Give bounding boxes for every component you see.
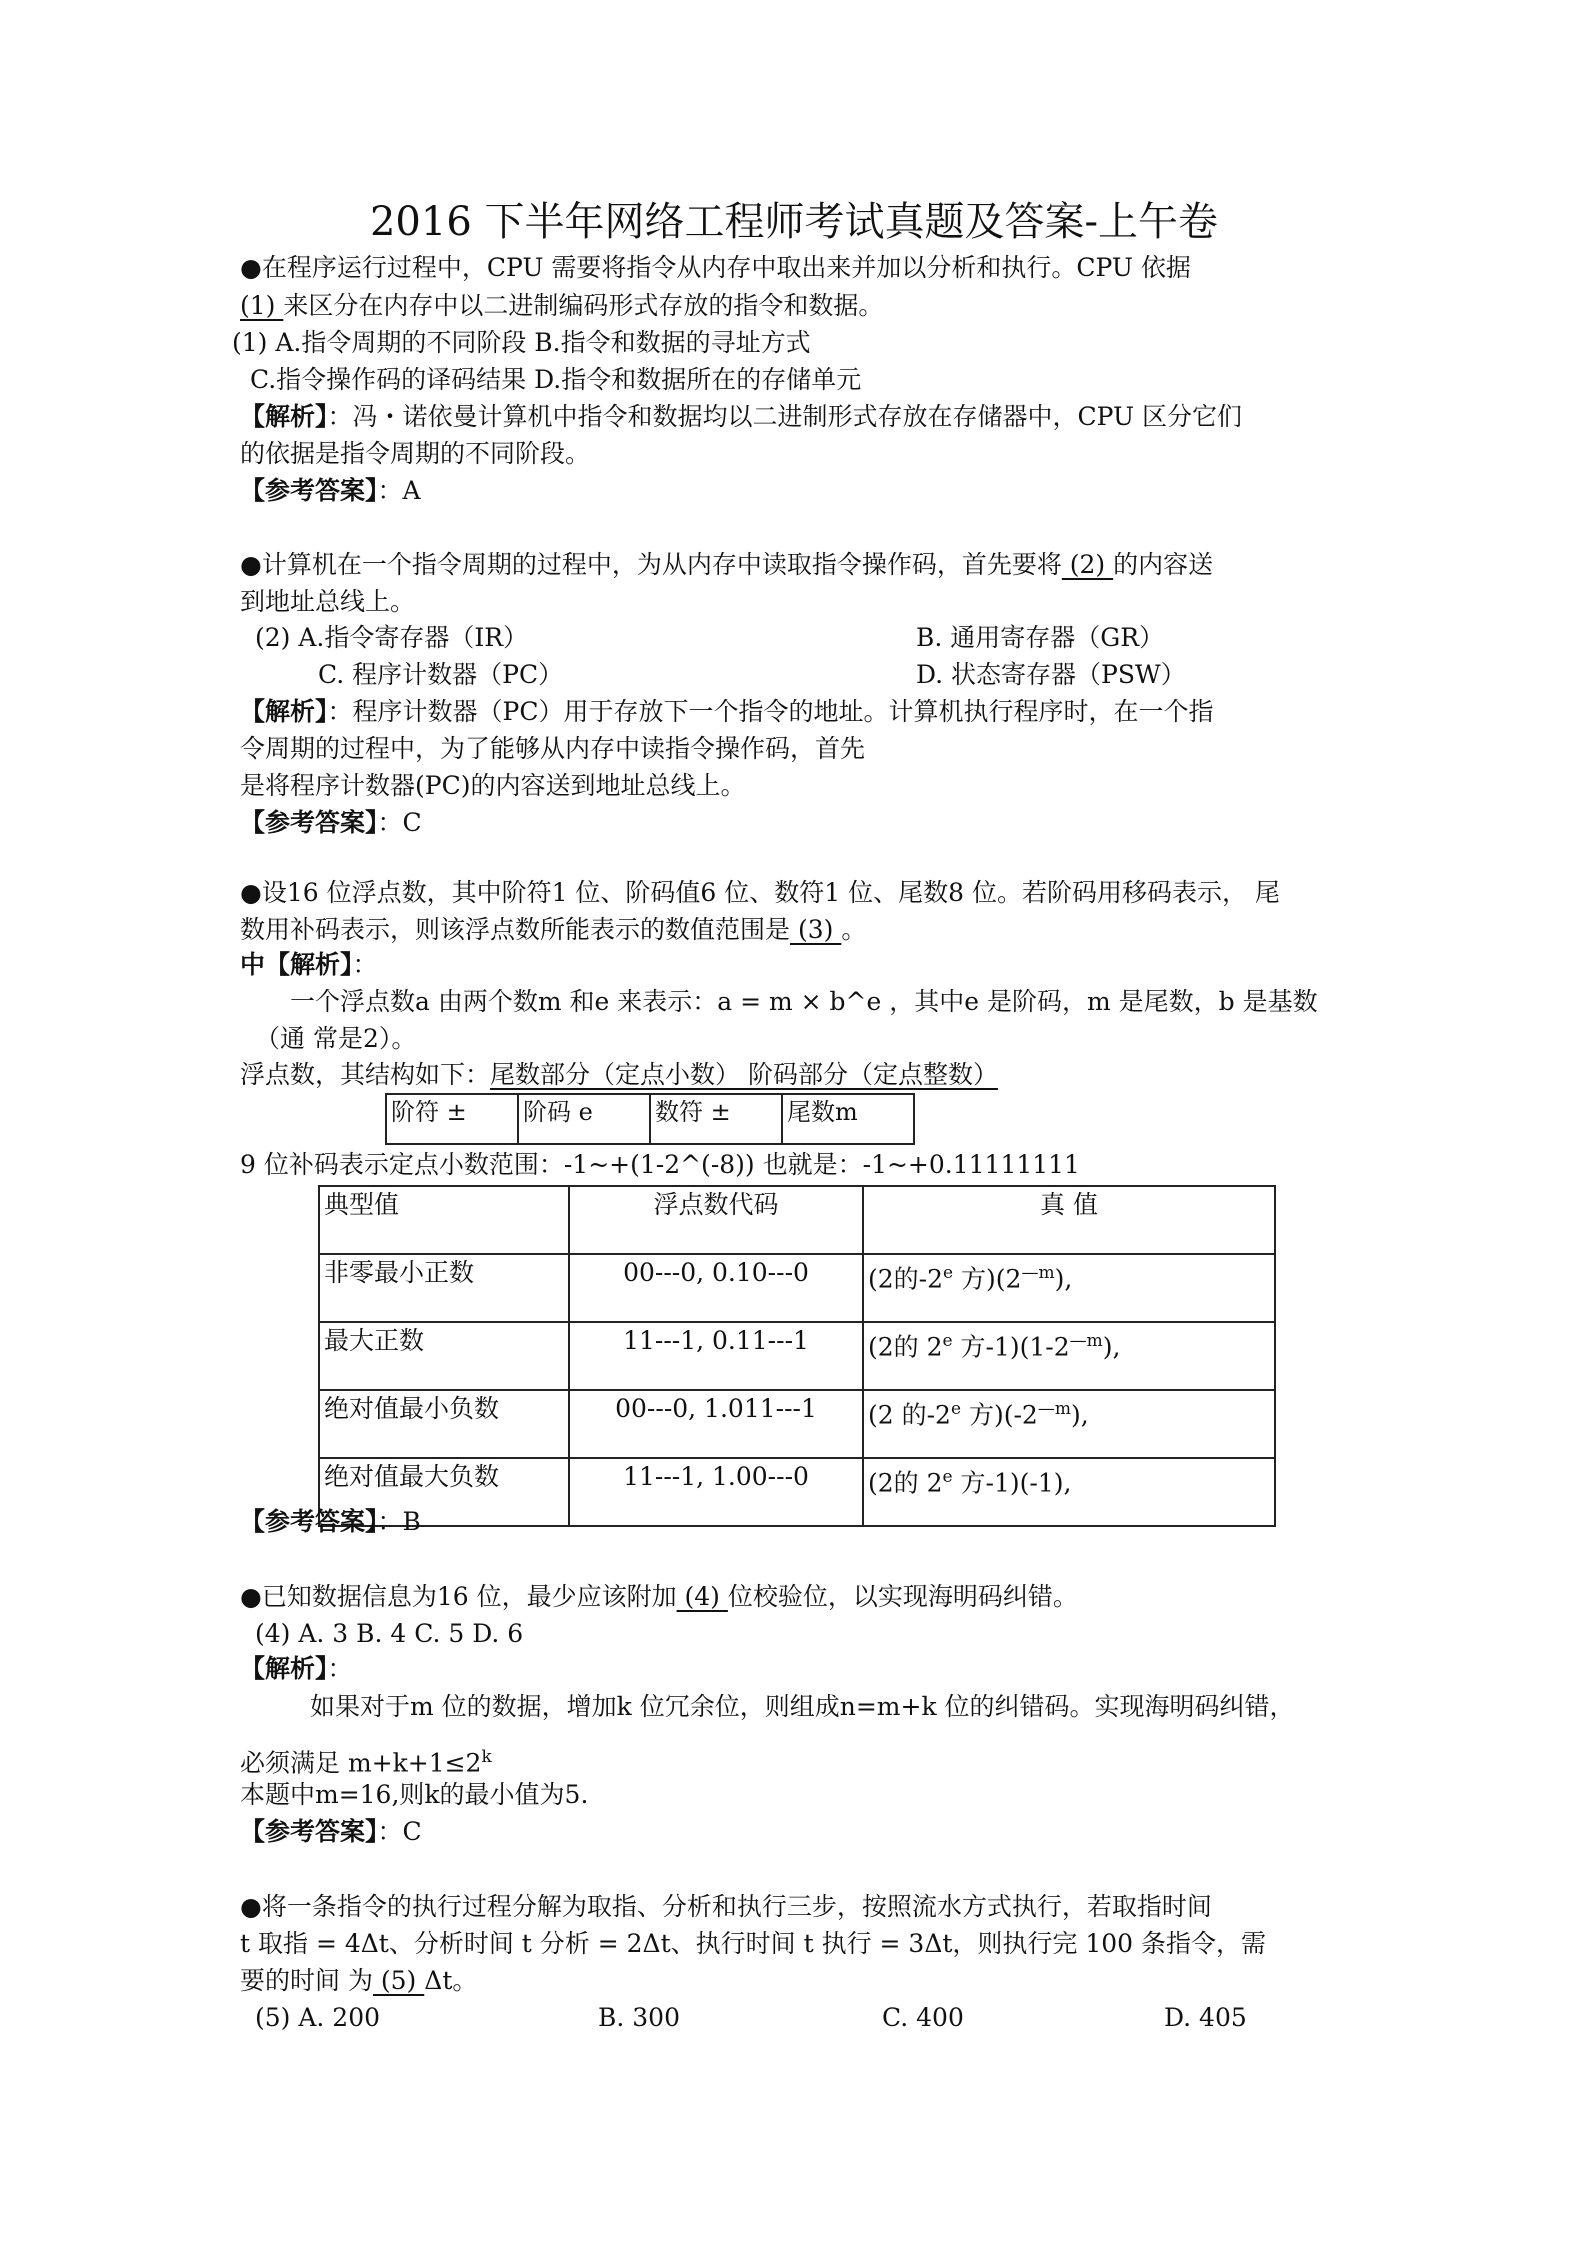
q5-stem-tail: Δt。 bbox=[424, 1966, 478, 1995]
q4-analysis-label: 【解析】 bbox=[240, 1654, 328, 1683]
q2-analysis-text: ：程序计数器（PC）用于存放下一个指令的地址。计算机执行程序时，在一个指 bbox=[327, 697, 1214, 726]
q3-answer-value: ：B bbox=[377, 1507, 421, 1536]
q2-stem-line2: 到地址总线上。 bbox=[240, 587, 416, 616]
q4-answer-value: ：C bbox=[377, 1817, 422, 1846]
q2-stem-line1 bbox=[240, 548, 1213, 582]
value-post: ), bbox=[1054, 1264, 1073, 1294]
q5-option-b: B. 300 bbox=[598, 2003, 680, 2032]
structure-cell-mantissa: 尾数m bbox=[782, 1094, 914, 1144]
q3-structure-prefix: 浮点数，其结构如下： bbox=[240, 1060, 491, 1089]
structure-cell-exponent: 阶码 e bbox=[518, 1094, 650, 1144]
q2-blank: (2) bbox=[1061, 550, 1114, 579]
q5-stem-text: 要的时间 为 bbox=[240, 1966, 373, 1995]
value-exp-e: e bbox=[943, 1263, 954, 1283]
table-row bbox=[319, 1254, 1275, 1322]
q2-answer bbox=[240, 806, 422, 840]
q2-option-c: C. 程序计数器（PC） bbox=[318, 660, 564, 689]
q1-analysis-label: 【解析】 bbox=[240, 402, 328, 431]
row-name: 绝对值最小负数 bbox=[319, 1390, 569, 1458]
value-mid: 方)(-2 bbox=[961, 1400, 1038, 1430]
q4-inequality-exponent: k bbox=[481, 1747, 492, 1767]
q3-answer bbox=[240, 1505, 421, 1539]
q1-blank: (1) bbox=[240, 291, 284, 320]
typical-values-table bbox=[318, 1185, 1276, 1527]
q5-option-c: C. 400 bbox=[882, 2003, 964, 2032]
q4-stem-text: ●已知数据信息为16 位，最少应该附加 bbox=[240, 1582, 677, 1611]
q2-answer-value: ：C bbox=[377, 808, 422, 837]
q2-option-b: B. 通用寄存器（GR） bbox=[916, 623, 1165, 652]
row-code: 11---1, 0.11---1 bbox=[569, 1322, 863, 1390]
q3-stem-tail: 。 bbox=[841, 915, 867, 944]
q3-explanation-line1: 一个浮点数a 由两个数m 和e 来表示：a = m × b^e ，其中e 是阶码，m 是尾数，b 是基数 bbox=[290, 987, 1318, 1016]
q2-analysis-line3: 是将程序计数器(PC)的内容送到地址总线上。 bbox=[240, 771, 746, 800]
q2-option-a: (2) A.指令寄存器（IR） bbox=[255, 623, 529, 652]
q3-stem-line2 bbox=[240, 913, 866, 947]
column-header-typical: 典型值 bbox=[319, 1186, 569, 1254]
value-post: ), bbox=[1102, 1332, 1121, 1362]
table-header-row bbox=[319, 1186, 1275, 1254]
q1-analysis-line1 bbox=[240, 400, 1242, 434]
float-structure-table bbox=[385, 1093, 915, 1145]
row-code: 00---0, 0.10---0 bbox=[569, 1254, 863, 1322]
column-header-code: 浮点数代码 bbox=[569, 1186, 863, 1254]
row-value bbox=[863, 1254, 1275, 1322]
q4-analysis-heading bbox=[240, 1652, 353, 1686]
q2-analysis-line1 bbox=[240, 695, 1213, 729]
value-pre: (2的-2 bbox=[868, 1264, 944, 1294]
q2-stem-tail: 的内容送 bbox=[1113, 550, 1214, 579]
q4-options: (4) A. 3 B. 4 C. 5 D. 6 bbox=[255, 1619, 524, 1648]
q3-answer-label: 【参考答案】 bbox=[240, 1507, 378, 1536]
row-name: 最大正数 bbox=[319, 1322, 569, 1390]
table-row bbox=[386, 1094, 914, 1144]
row-value bbox=[863, 1458, 1275, 1526]
q1-stem-line2 bbox=[240, 289, 883, 323]
q1-analysis-line2: 的依据是指令周期的不同阶段。 bbox=[240, 439, 591, 468]
q3-structure-line bbox=[240, 1058, 998, 1092]
row-name: 非零最小正数 bbox=[319, 1254, 569, 1322]
row-code: 11---1, 1.00---0 bbox=[569, 1458, 863, 1526]
page-title: 2016 下半年网络工程师考试真题及答案-上午卷 bbox=[369, 199, 1219, 245]
q3-analysis-colon: ： bbox=[352, 950, 378, 979]
q4-stem-line1 bbox=[240, 1580, 1078, 1614]
q2-option-d: D. 状态寄存器（PSW） bbox=[916, 660, 1186, 689]
q5-stem-line1: ●将一条指令的执行过程分解为取指、分析和执行三步，按照流水方式执行，若取指时间 bbox=[240, 1892, 1212, 1921]
structure-cell-mantissa-sign: 数符 ± bbox=[650, 1094, 782, 1144]
value-exp-m: —m bbox=[1021, 1263, 1055, 1283]
q4-inequality: 必须满足 m+k+1≤2 bbox=[240, 1748, 482, 1778]
q4-explanation-line1: 如果对于m 位的数据，增加k 位冗余位，则组成n=m+k 位的纠错码。实现海明码纠错， bbox=[310, 1692, 1295, 1721]
value-exp-e: e bbox=[942, 1467, 953, 1487]
q4-stem-tail: 位校验位，以实现海明码纠错。 bbox=[727, 1582, 1078, 1611]
row-value bbox=[863, 1322, 1275, 1390]
q1-answer bbox=[240, 474, 421, 508]
q4-answer-label: 【参考答案】 bbox=[240, 1817, 378, 1846]
q3-structure-parts: 尾数部分（定点小数） 阶码部分（定点整数） bbox=[490, 1060, 998, 1089]
row-value bbox=[863, 1390, 1275, 1458]
q3-explanation-line2: （通 常是2）。 bbox=[255, 1024, 417, 1053]
q1-stem-rest: 来区分在内存中以二进制编码形式存放的指令和数据。 bbox=[283, 291, 884, 320]
q5-stem-line2: t 取指 = 4Δt、分析时间 t 分析 = 2Δt、执行时间 t 执行 = 3Δt，则执行完 100 条指令，需 bbox=[240, 1929, 1267, 1958]
value-pre: (2的 2 bbox=[868, 1332, 943, 1362]
q2-analysis-line2: 令周期的过程中，为了能够从内存中读指令操作码，首先 bbox=[240, 734, 866, 763]
q5-option-a: (5) A. 200 bbox=[255, 2003, 381, 2032]
q4-analysis-colon: ： bbox=[327, 1654, 353, 1683]
q2-answer-label: 【参考答案】 bbox=[240, 808, 378, 837]
value-exp-m: —m bbox=[1069, 1331, 1103, 1351]
row-code: 00---0, 1.011---1 bbox=[569, 1390, 863, 1458]
table-row bbox=[319, 1390, 1275, 1458]
value-post: ), bbox=[1070, 1400, 1089, 1430]
value-exp-e: e bbox=[942, 1331, 953, 1351]
q1-stem-line1: ●在程序运行过程中，CPU 需要将指令从内存中取出来并加以分析和执行。CPU 依据 bbox=[240, 253, 1191, 282]
value-exp-m: —m bbox=[1037, 1399, 1071, 1419]
q1-options-line1: (1) A.指令周期的不同阶段 B.指令和数据的寻址方式 bbox=[232, 328, 811, 357]
q5-stem-line3 bbox=[240, 1964, 477, 1998]
q2-analysis-label: 【解析】 bbox=[240, 697, 328, 726]
value-pre: (2 的-2 bbox=[868, 1400, 951, 1430]
q2-stem-text: ●计算机在一个指令周期的过程中，为从内存中读取指令操作码，首先要将 bbox=[240, 550, 1062, 579]
q3-analysis-label: 中【解析】 bbox=[240, 950, 353, 979]
q1-answer-value: ：A bbox=[377, 476, 421, 505]
q3-analysis-heading bbox=[240, 948, 378, 982]
q1-answer-label: 【参考答案】 bbox=[240, 476, 378, 505]
q4-explanation-line3: 本题中m=16,则k的最小值为5. bbox=[240, 1780, 589, 1809]
q1-analysis-text: ：冯・诺依曼计算机中指令和数据均以二进制形式存放在存储器中，CPU 区分它们 bbox=[327, 402, 1243, 431]
q3-stem-text: 数用补码表示，则该浮点数所能表示的数值范围是 bbox=[240, 915, 791, 944]
column-header-value: 真 值 bbox=[863, 1186, 1275, 1254]
q5-option-d: D. 405 bbox=[1164, 2003, 1247, 2032]
q3-blank: (3) bbox=[790, 915, 842, 944]
q1-options-line2: C.指令操作码的译码结果 D.指令和数据所在的存储单元 bbox=[250, 365, 862, 394]
q4-answer bbox=[240, 1815, 422, 1849]
q4-blank: (4) bbox=[676, 1582, 728, 1611]
q3-range-line: 9 位补码表示定点小数范围：-1~+(1-2^(-8)) 也就是：-1~+0.11111111 bbox=[240, 1150, 1080, 1179]
q5-blank: (5) bbox=[372, 1966, 425, 1995]
table-row bbox=[319, 1458, 1275, 1526]
q3-stem-line1: ●设16 位浮点数，其中阶符1 位、阶码值6 位、数符1 位、尾数8 位。若阶码用移码表示， 尾 bbox=[240, 878, 1280, 907]
q4-explanation-line2 bbox=[240, 1740, 492, 1780]
value-mid: 方)(2 bbox=[953, 1264, 1022, 1294]
row-name: 绝对值最大负数 bbox=[319, 1458, 569, 1526]
value-mid: 方-1)(-1), bbox=[952, 1468, 1072, 1498]
value-exp-e: e bbox=[950, 1399, 962, 1419]
value-pre: (2的 2 bbox=[868, 1468, 943, 1498]
structure-cell-exp-sign: 阶符 ± bbox=[386, 1094, 518, 1144]
value-mid: 方-1)(1-2 bbox=[952, 1332, 1070, 1362]
table-row bbox=[319, 1322, 1275, 1390]
